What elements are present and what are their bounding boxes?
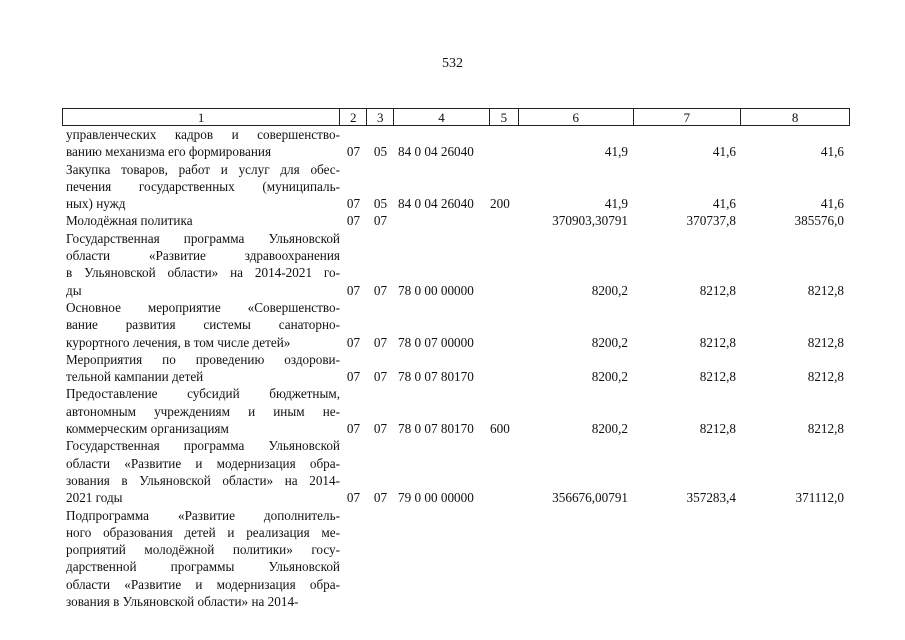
row-description [62, 212, 340, 229]
table-header [62, 108, 850, 126]
description-line: ного образования детей и реализация ме- [66, 524, 340, 540]
description-line: коммерческим организациям [66, 421, 229, 437]
amount-col-8: 41,6 [820, 196, 844, 212]
subsection-code: 05 [373, 144, 388, 160]
amount-col-7: 8212,8 [699, 282, 736, 298]
subsection-code: 07 [373, 490, 388, 506]
description-line: ванию механизма его формирования [66, 144, 272, 160]
amount-col-8: 385576,0 [794, 213, 844, 229]
table-row [62, 351, 850, 386]
table-row [62, 299, 850, 351]
description-line: печения государственных (муниципаль- [66, 178, 340, 194]
table-row [62, 385, 850, 437]
section-code: 07 [346, 421, 361, 437]
header-col-8: 8 [791, 110, 799, 125]
amount-col-6: 8200,2 [591, 334, 628, 350]
page-number: 532 [442, 56, 463, 71]
description-line: Предоставление субсидий бюджетным, [66, 386, 340, 402]
row-description [62, 351, 340, 386]
description-line: Государственная программа Ульяновской [66, 230, 340, 246]
description-line: Молодёжная политика [66, 213, 193, 229]
description-line: ных) нужд [66, 196, 126, 212]
row-description [62, 507, 340, 611]
row-description [62, 437, 340, 506]
description-line: ды [66, 282, 82, 298]
section-code: 07 [346, 369, 361, 385]
subsection-code: 07 [373, 213, 388, 229]
subsection-code: 07 [373, 282, 388, 298]
target-article-code: 84 0 04 26040 [398, 196, 474, 212]
table-row [62, 161, 850, 213]
amount-col-7: 41,6 [712, 144, 736, 160]
amount-col-8: 8212,8 [807, 282, 844, 298]
header-col-3: 3 [367, 109, 394, 125]
description-line: вание развития системы санаторно- [66, 317, 340, 333]
description-line: дарственной программы Ульяновской [66, 559, 340, 575]
amount-col-7: 8212,8 [699, 369, 736, 385]
amount-col-7: 8212,8 [699, 334, 736, 350]
amount-col-7: 370737,8 [686, 213, 736, 229]
amount-col-8: 8212,8 [807, 421, 844, 437]
row-description [62, 126, 340, 161]
section-code: 07 [346, 213, 361, 229]
target-article-code: 78 0 07 80170 [398, 421, 474, 437]
target-article-code: 79 0 00 00000 [398, 490, 474, 506]
description-line: Мероприятия по проведению оздорови- [66, 351, 340, 367]
description-line: тельной кампании детей [66, 369, 204, 385]
description-line: области «Развитие и модернизация обра- [66, 576, 340, 592]
description-line: области «Развитие и модернизация обра- [66, 455, 340, 471]
amount-col-8: 41,6 [820, 144, 844, 160]
target-article-code: 78 0 07 80170 [398, 369, 474, 385]
amount-col-7: 357283,4 [686, 490, 736, 506]
description-line: автономным учреждениям и иным не- [66, 403, 340, 419]
row-description [62, 230, 340, 299]
section-code: 07 [346, 144, 361, 160]
target-article-code: 78 0 00 00000 [398, 282, 474, 298]
description-line: роприятий молодёжной политики» госу- [66, 542, 340, 558]
amount-col-6: 370903,30791 [552, 213, 628, 229]
row-description [62, 385, 340, 437]
description-line: зования в Ульяновской области» на 2014- [66, 472, 340, 488]
amount-col-6: 41,9 [604, 196, 628, 212]
amount-col-7: 8212,8 [699, 421, 736, 437]
header-col-2: 2 [340, 109, 367, 125]
description-line: зования в Ульяновской области» на 2014- [66, 594, 299, 610]
expense-type-code: 200 [490, 196, 510, 212]
amount-col-8: 371112,0 [795, 490, 844, 506]
table-body [62, 126, 850, 610]
row-description [62, 299, 340, 351]
section-code: 07 [346, 282, 361, 298]
table-row [62, 230, 850, 299]
description-line: Основное мероприятие «Совершенство- [66, 299, 340, 315]
expense-type-code: 600 [490, 421, 510, 437]
header-col-1: 1 [63, 109, 340, 125]
table-row [62, 437, 850, 506]
amount-col-6: 356676,00791 [552, 490, 628, 506]
description-line: в Ульяновской области» на 2014-2021 го- [66, 265, 340, 281]
subsection-code: 07 [373, 369, 388, 385]
target-article-code: 78 0 07 00000 [398, 334, 474, 350]
description-line: 2021 годы [66, 490, 123, 506]
section-code: 07 [346, 334, 361, 350]
subsection-code: 07 [373, 421, 388, 437]
description-line: области «Развитие здравоохранения [66, 248, 340, 264]
amount-col-6: 8200,2 [591, 282, 628, 298]
subsection-code: 05 [373, 196, 388, 212]
description-line: Подпрограмма «Развитие дополнитель- [66, 507, 340, 523]
amount-col-7: 41,6 [712, 196, 736, 212]
amount-col-6: 41,9 [604, 144, 628, 160]
description-line: Закупка товаров, работ и услуг для обес- [66, 161, 340, 177]
amount-col-8: 8212,8 [807, 334, 844, 350]
description-line: Государственная программа Ульяновской [66, 438, 340, 454]
row-description [62, 161, 340, 213]
description-line: управленческих кадров и совершенство- [66, 127, 340, 142]
header-col-7: 7 [634, 109, 742, 125]
section-code: 07 [346, 490, 361, 506]
table-row [62, 126, 850, 161]
amount-col-8: 8212,8 [807, 369, 844, 385]
section-code: 07 [346, 196, 361, 212]
subsection-code: 07 [373, 334, 388, 350]
target-article-code: 84 0 04 26040 [398, 144, 474, 160]
header-col-4: 4 [394, 109, 490, 125]
header-col-5: 5 [490, 109, 519, 125]
header-col-6: 6 [519, 109, 634, 125]
table-row [62, 507, 850, 611]
amount-col-6: 8200,2 [591, 369, 628, 385]
table-row [62, 212, 850, 229]
description-line: курортного лечения, в том числе детей» [66, 334, 291, 350]
amount-col-6: 8200,2 [591, 421, 628, 437]
